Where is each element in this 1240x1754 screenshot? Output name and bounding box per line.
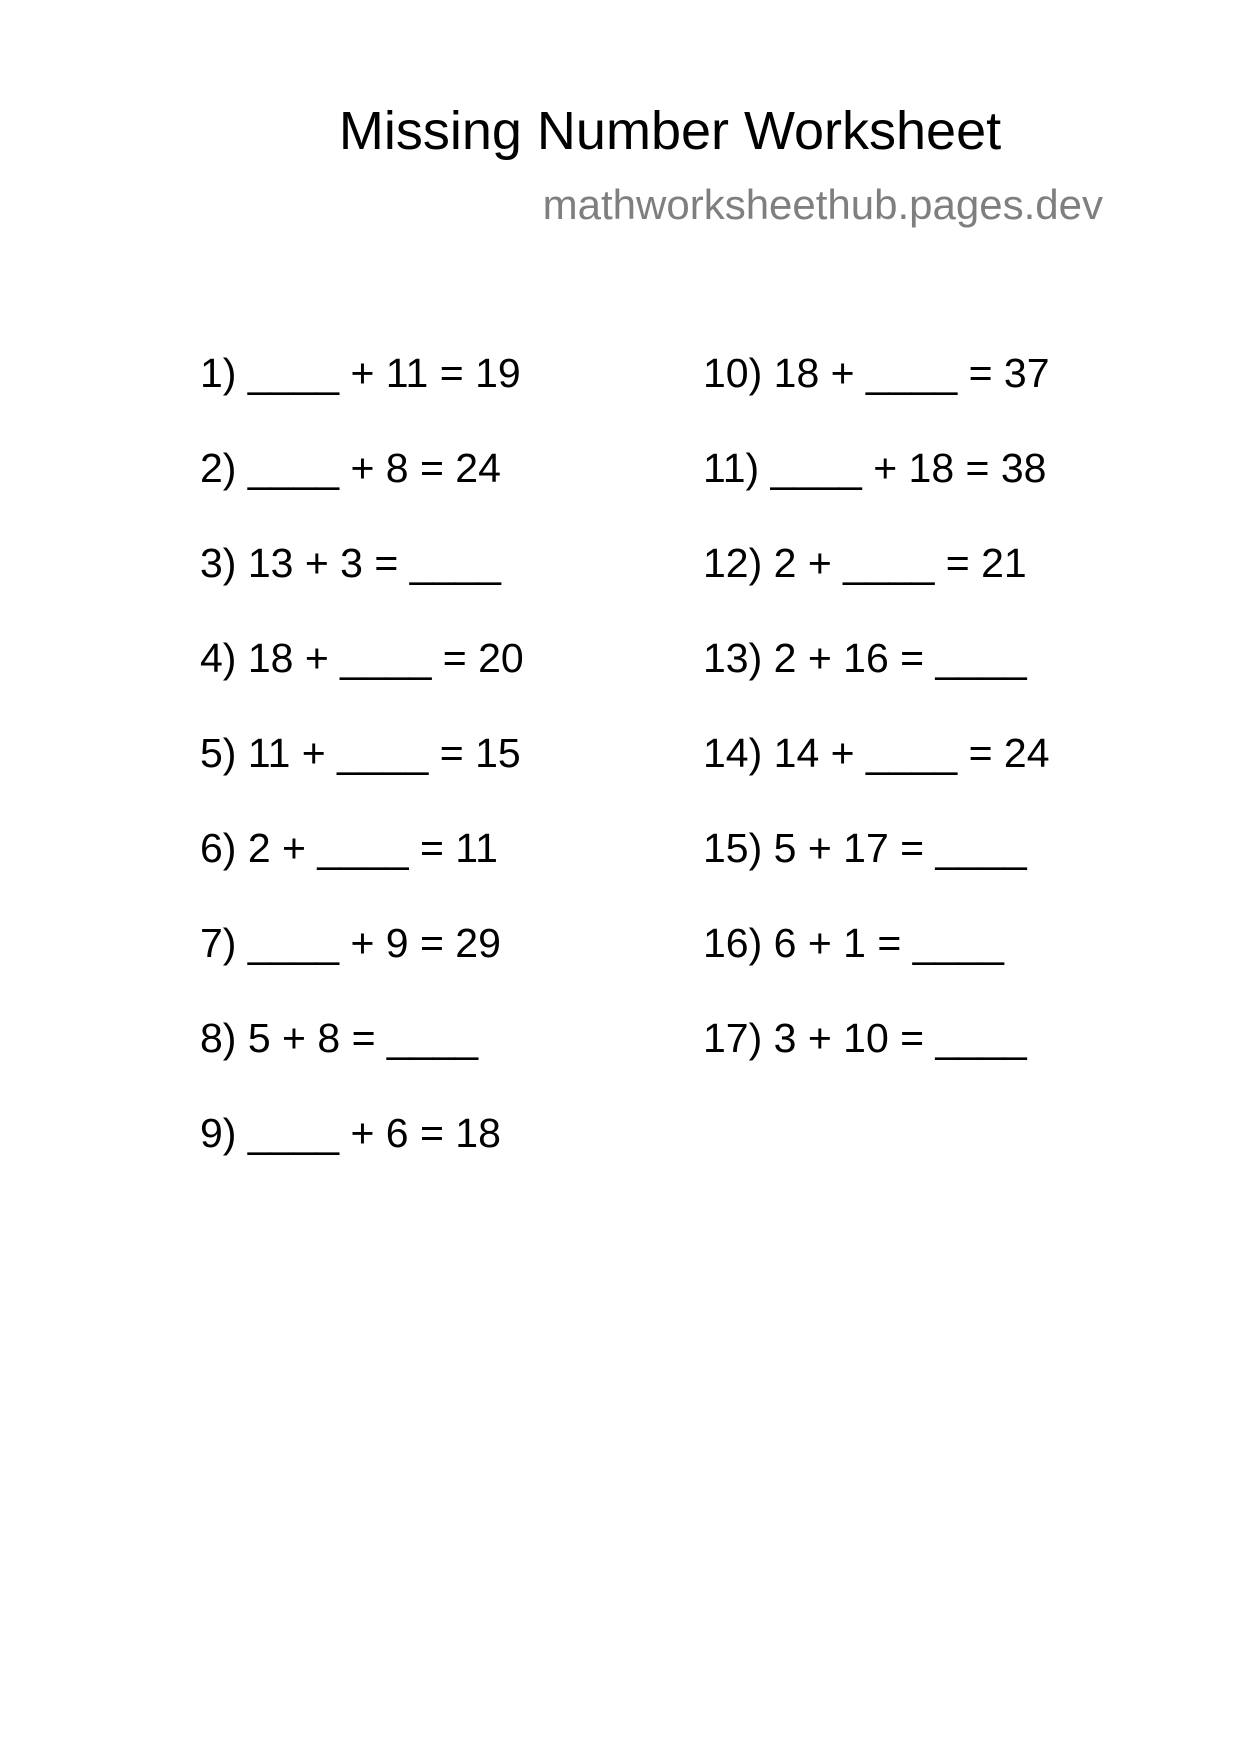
problem-15: 15) 5 + 17 = ____ <box>703 825 1027 871</box>
problem-12: 12) 2 + ____ = 21 <box>703 540 1027 586</box>
problem-2: 2) ____ + 8 = 24 <box>200 445 501 491</box>
problem-7: 7) ____ + 9 = 29 <box>200 920 501 966</box>
problem-3: 3) 13 + 3 = ____ <box>200 540 501 586</box>
worksheet-title: Missing Number Worksheet <box>338 101 1002 161</box>
problem-5: 5) 11 + ____ = 15 <box>200 730 521 776</box>
problem-17: 17) 3 + 10 = ____ <box>703 1015 1027 1061</box>
problem-8: 8) 5 + 8 = ____ <box>200 1015 479 1061</box>
problem-11: 11) ____ + 18 = 38 <box>703 445 1047 491</box>
problem-4: 4) 18 + ____ = 20 <box>200 635 524 681</box>
problem-column-left <box>200 347 524 1202</box>
problem-9: 9) ____ + 6 = 18 <box>200 1110 501 1156</box>
problem-16: 16) 6 + 1 = ____ <box>703 920 1004 966</box>
problem-1: 1) ____ + 11 = 19 <box>200 350 521 396</box>
problem-column-right <box>703 347 1050 1107</box>
problem-13: 13) 2 + 16 = ____ <box>703 635 1027 681</box>
problem-10: 10) 18 + ____ = 37 <box>703 350 1050 396</box>
problem-14: 14) 14 + ____ = 24 <box>703 730 1050 776</box>
problem-6: 6) 2 + ____ = 11 <box>200 825 498 871</box>
website-url: mathworksheethub.pages.dev <box>542 181 1103 228</box>
